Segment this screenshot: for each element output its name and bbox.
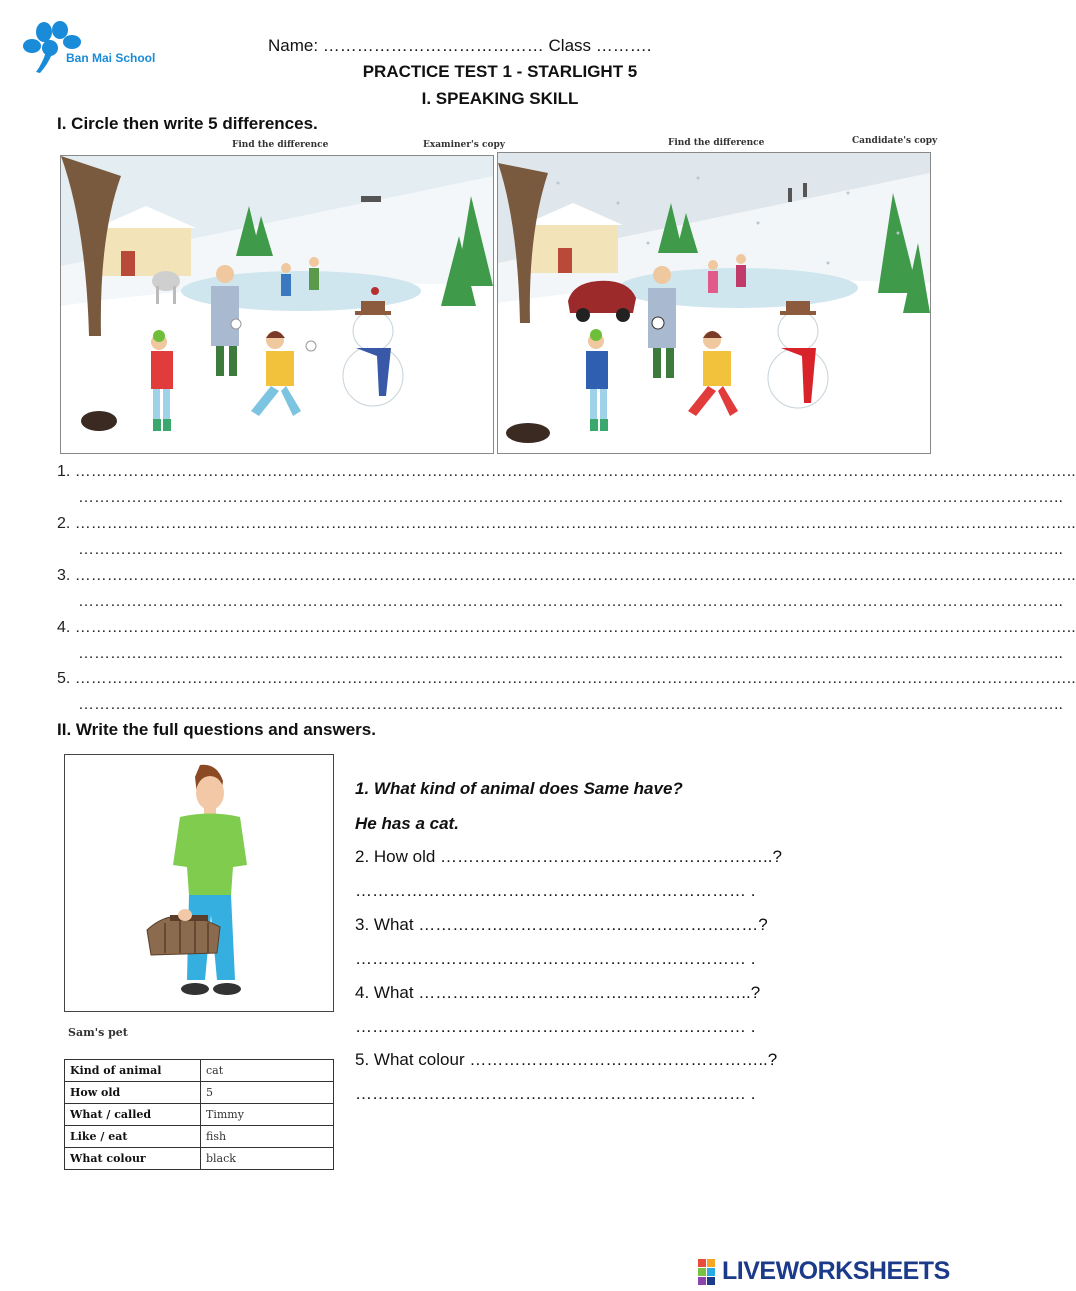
answer-line[interactable]: 5. …………………………………………………………………………………………………………………………………………………………………….. — [57, 670, 1076, 687]
scene-candidate[interactable] — [497, 152, 931, 454]
table-row: Kind of animal cat — [65, 1060, 334, 1082]
page-subtitle: I. SPEAKING SKILL — [421, 89, 579, 108]
table-row: How old 5 — [65, 1082, 334, 1104]
right-caption-right: Candidate's copy — [852, 136, 938, 146]
answer-line[interactable]: 4. …………………………………………………………………………………………………………………………………………………………………….. — [57, 619, 1076, 636]
section-2-heading: II. Write the full questions and answers. — [57, 720, 376, 739]
scene-examiner[interactable] — [60, 155, 494, 454]
table-row: What colour black — [65, 1148, 334, 1170]
answer-line[interactable]: 3. …………………………………………………………………………………………………………………………………………………………………….. — [57, 567, 1076, 584]
answer-line[interactable]: ………………………………………………………………………………………………………………………………………………………………….. — [78, 645, 1063, 662]
school-name: Ban Mai School — [66, 51, 156, 65]
answer-line[interactable]: 2. …………………………………………………………………………………………………………………………………………………………………….. — [57, 515, 1076, 532]
question-prompt[interactable]: 2. How old …………………………………………………..? — [355, 847, 782, 866]
left-caption-center: Find the difference — [232, 140, 329, 150]
answer-line[interactable]: ………………………………………………………………………………………………………………………………………………………………….. — [78, 541, 1063, 558]
liveworksheets-icon — [698, 1259, 724, 1285]
answer-line[interactable]: ………………………………………………………………………………………………………………………………………………………………….. — [78, 489, 1063, 506]
answer-line[interactable]: 1. …………………………………………………………………………………………………………………………………………………………………….. — [57, 463, 1076, 480]
table-row: Like / eat fish — [65, 1126, 334, 1148]
page-title: PRACTICE TEST 1 - STARLIGHT 5 — [362, 62, 638, 81]
left-caption-right: Examiner's copy — [423, 140, 505, 150]
right-caption-center: Find the difference — [668, 138, 765, 148]
section-1-heading: I. Circle then write 5 differences. — [57, 114, 318, 133]
question-prompt[interactable]: 3. What ……………………………………………………? — [355, 915, 768, 934]
answer-line[interactable]: ………………………………………………………………………………………………………………………………………………………………….. — [78, 593, 1063, 610]
question-prompt[interactable]: 5. What colour ……………………………………………..? — [355, 1050, 778, 1069]
picture-caption: Sam's pet — [68, 1026, 128, 1039]
liveworksheets-brand: LIVEWORKSHEETS — [722, 1257, 950, 1285]
answer-line[interactable]: ………………………………………………………………………………………………………………………………………………………………….. — [78, 696, 1063, 713]
question-prompt[interactable]: 4. What …………………………………………………..? — [355, 983, 761, 1002]
answer-line[interactable]: …………………………………………………………… . — [355, 1084, 756, 1103]
answer-line[interactable]: …………………………………………………………… . — [355, 881, 756, 900]
example-question: 1. What kind of animal does Same have? — [355, 779, 683, 798]
answer-line[interactable]: …………………………………………………………… . — [355, 1017, 756, 1036]
example-answer: He has a cat. — [355, 814, 459, 833]
answer-line[interactable]: …………………………………………………………… . — [355, 949, 756, 968]
name-class-line[interactable]: Name: ………………………………… Class ………. — [268, 36, 652, 55]
sam-picture — [64, 754, 334, 1012]
table-row: What / called Timmy — [65, 1104, 334, 1126]
pet-info-table — [64, 1059, 334, 1170]
